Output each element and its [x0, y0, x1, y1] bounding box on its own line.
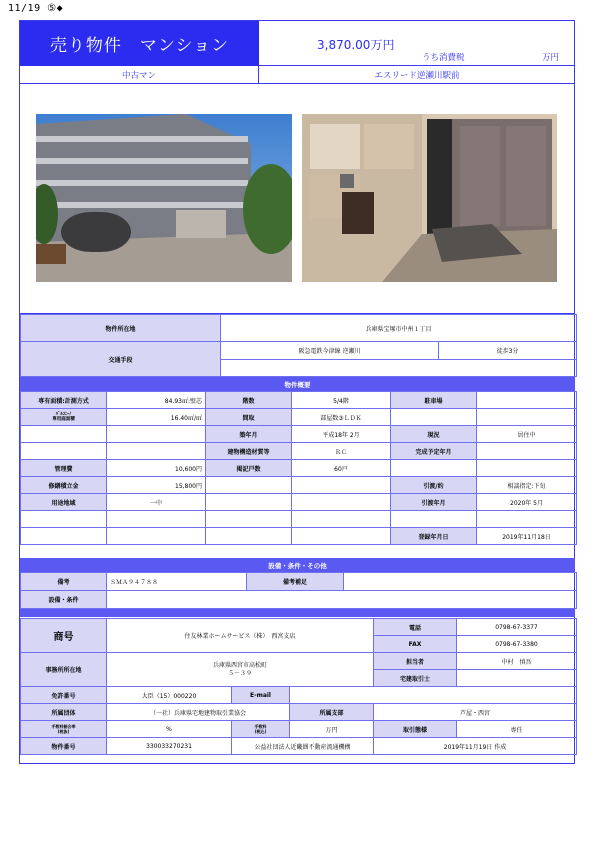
- property-name: エスリード逆瀬川駅前: [259, 66, 575, 84]
- empty-cell: [292, 477, 391, 494]
- overview-heading: 物件概要: [20, 377, 575, 391]
- complete-label: 完成予定年月: [391, 443, 477, 460]
- photo-area: [20, 84, 575, 314]
- handover-value: 相談指定:下旬: [477, 477, 577, 494]
- fee-label: 手数料割合率 (税抜): [21, 721, 107, 738]
- transport-line: 阪急電鉄今津線 逆瀬川: [221, 342, 439, 360]
- units-value: 60戸: [292, 460, 391, 477]
- empty-cell: [292, 511, 391, 528]
- empty-cell: [107, 511, 206, 528]
- complete-value: [477, 443, 577, 460]
- empty-cell: [206, 511, 292, 528]
- handover-year-label: 引渡年月: [391, 494, 477, 511]
- tel-label: 電話: [374, 619, 457, 636]
- company-table: [20, 618, 577, 755]
- office-value: [107, 653, 374, 687]
- built-value: 平成18年 2月: [292, 426, 391, 443]
- structure-label: 建物構造材質等: [206, 443, 292, 460]
- empty-cell: [206, 477, 292, 494]
- category-label: 中古マン: [20, 66, 259, 84]
- company-name-value: 住友林業ホームサービス（株） 西宮支店: [107, 619, 374, 653]
- org-name: 公益社団法人近畿圏不動産流通機構: [232, 738, 374, 755]
- deal-value: 専任: [457, 721, 577, 738]
- layout-value: 部屋数③ＬＤＫ: [292, 409, 391, 426]
- location-value: 兵庫県宝塚市中州１丁目: [221, 315, 577, 342]
- assoc-value: （一社）兵庫県宅地建物取引業協会: [107, 704, 290, 721]
- office-line1: 兵庫県西宮市高松町: [212, 661, 267, 669]
- status-value: 居住中: [477, 426, 577, 443]
- tel-value: 0798-67-3377: [457, 619, 577, 636]
- facilities-value: [107, 591, 577, 609]
- branch-value: 芦屋・西宮: [374, 704, 577, 721]
- office-label: 事務所所在地: [21, 653, 107, 687]
- listing-sheet: [19, 20, 575, 764]
- empty-cell: [21, 443, 107, 460]
- floor-label: 階数: [206, 392, 292, 409]
- fee2-label: 手数料 (税込): [232, 721, 290, 738]
- deal-label: 取引態様: [374, 721, 457, 738]
- facilities-label: 設備・条件: [21, 591, 107, 609]
- entrance-lobby-photo: [302, 114, 557, 282]
- mgmt-label: 管理費: [21, 460, 107, 477]
- fee-value: %: [107, 721, 232, 738]
- empty-cell: [21, 511, 107, 528]
- rep-value: 中村 慎吾: [457, 653, 577, 670]
- branch-label: 所属支部: [290, 704, 374, 721]
- remarks-supp-label: 備考補足: [247, 573, 344, 591]
- rep-label: 担当者: [374, 653, 457, 670]
- built-label: 築年月: [206, 426, 292, 443]
- empty-cell: [21, 528, 107, 545]
- id-value: 330033270231: [107, 738, 232, 755]
- mgmt-value: 10,600円: [107, 460, 206, 477]
- fax-value: 0798-67-3380: [457, 636, 577, 653]
- empty-cell: [292, 528, 391, 545]
- empty-cell: [292, 494, 391, 511]
- empty-cell: [477, 511, 577, 528]
- empty-cell: [107, 528, 206, 545]
- price-box: [259, 21, 575, 66]
- license-label: 免許番号: [21, 687, 107, 704]
- section-divider: [20, 609, 575, 617]
- broker-value: [457, 670, 577, 687]
- remarks-label: 備考: [21, 573, 107, 591]
- id-label: 物件番号: [21, 738, 107, 755]
- office-line2: ５－３９: [227, 669, 252, 677]
- empty-cell: [107, 443, 206, 460]
- assoc-label: 所属団体: [21, 704, 107, 721]
- repair-value: 15,800円: [107, 477, 206, 494]
- transport-empty: [221, 359, 577, 377]
- email-value: [290, 687, 577, 704]
- structure-value: ＲＣ: [292, 443, 391, 460]
- reg-value: 2019年11月18日: [477, 528, 577, 545]
- tax-label: うち消費税: [422, 53, 465, 63]
- zoning-label: 用途地域: [21, 494, 107, 511]
- location-table: [20, 314, 577, 377]
- handover-year-value: 2020年 5月: [477, 494, 577, 511]
- area-label: 専有面積:計測方式: [21, 392, 107, 409]
- balcony-label: ﾊﾞﾙｺﾆｰ/ 専用庭面積: [21, 409, 107, 426]
- reg-label: 登録年月日: [391, 528, 477, 545]
- area-value: 84.93㎡:壁芯: [107, 392, 206, 409]
- status-label: 現況: [391, 426, 477, 443]
- tax-unit: 万円: [542, 53, 560, 63]
- balcony-value: 16.40㎡/㎡: [107, 409, 206, 426]
- created-date: 2019年11月19日 作成: [374, 738, 577, 755]
- empty-cell: [391, 460, 477, 477]
- empty-cell: [206, 494, 292, 511]
- fax-label: FAX: [374, 636, 457, 653]
- company-name-label: 商号: [21, 619, 107, 653]
- handover-label: 引渡/約: [391, 477, 477, 494]
- floor-value: 5/4階: [292, 392, 391, 409]
- building-exterior-photo: [36, 114, 292, 282]
- units-label: 掲記戸数: [206, 460, 292, 477]
- transport-walk: 徒歩3分: [439, 342, 577, 360]
- empty-cell: [477, 460, 577, 477]
- fee2-value: 万円: [290, 721, 374, 738]
- zoning-value: 一中: [107, 494, 206, 511]
- empty-cell: [391, 511, 477, 528]
- price-amount: 3,870.00万円: [317, 38, 395, 52]
- repair-label: 修繕積立金: [21, 477, 107, 494]
- email-label: E-mail: [232, 687, 290, 704]
- parking-label: 駐車場: [391, 392, 477, 409]
- remarks-value: ＳＭＡ９４７８８: [107, 573, 247, 591]
- location-label: 物件所在地: [21, 315, 221, 342]
- page-header: 11/19 ⑤◆: [8, 3, 64, 14]
- remarks-table: [20, 572, 577, 609]
- layout-label: 間取: [206, 409, 292, 426]
- parking-value: [477, 392, 577, 409]
- listing-title: 売り物件 マンション: [20, 21, 259, 66]
- conditions-heading: 設備・条件・その他: [20, 558, 575, 572]
- remarks-supp-value: [344, 573, 577, 591]
- transport-label: 交通手段: [21, 342, 221, 377]
- empty-cell: [107, 426, 206, 443]
- empty-cell: [391, 409, 477, 426]
- empty-cell: [21, 426, 107, 443]
- overview-table: [20, 391, 577, 545]
- empty-cell: [206, 528, 292, 545]
- empty-cell: [477, 409, 577, 426]
- broker-label: 宅建取引士: [374, 670, 457, 687]
- license-value: 大臣（15）000220: [107, 687, 232, 704]
